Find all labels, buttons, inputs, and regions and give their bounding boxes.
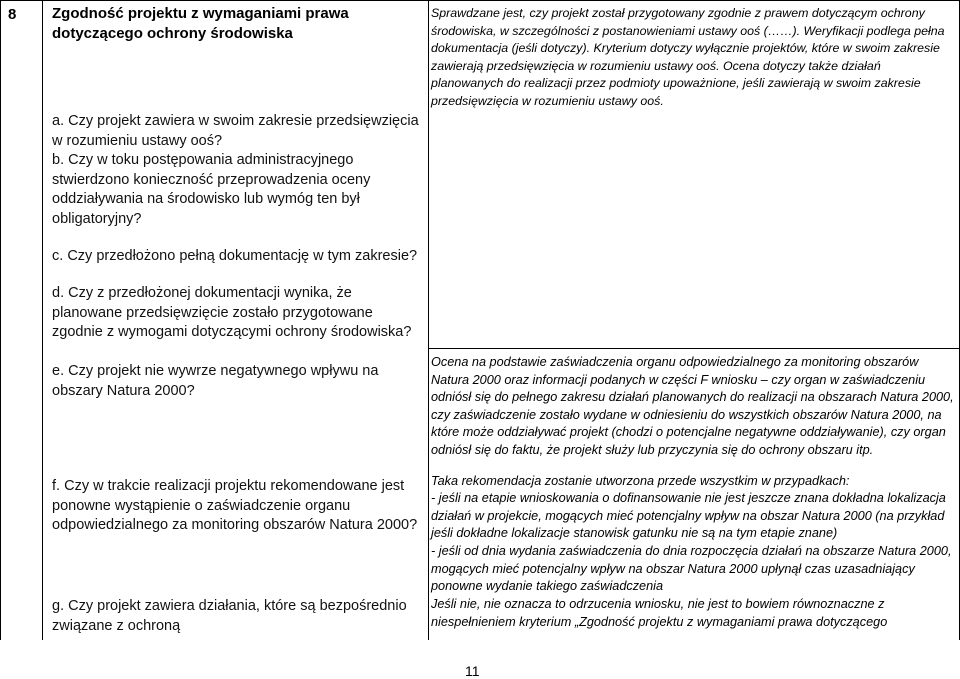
remark-general: Sprawdzane jest, czy projekt został przygotowany zgodnie z prawem dotyczącym ochrony środowiska, w szczególności z postanowieniami ustawy ooś (……). Weryfikacji podlega pełna dokumentacja (jeśli dotyczy). Kryterium dotyczy wyłącznie projektów, które w swoim zakresie zawierają przedsięwzięcia w rozumieniu ustawy ooś. Ocena dotyczy także działań planowanych do realizacji przez podmioty upoważnione, jeśli zawierają w swoim zakresie przedsięwzięcia w rozumieniu ustawy ooś. xyxy=(431,6,945,108)
question-label: f. xyxy=(52,478,61,494)
page-number: 11 xyxy=(465,663,480,679)
question-label: b. xyxy=(52,152,65,168)
question-label: g. xyxy=(52,598,65,614)
table-border-top xyxy=(0,0,960,1)
question-a xyxy=(52,112,422,151)
question-text: Czy z przedłożonej dokumentacji wynika, że planowane przedsięwzięcie zostało przygotowane zgodnie z wymogami dotyczącymi ochrony środowiska? xyxy=(52,285,412,340)
question-text: Czy w toku postępowania administracyjnego stwierdzono konieczność przeprowadzenia oceny oddziaływania na środowisko lub wymóg ten był obligatoryjny? xyxy=(52,152,371,227)
question-text: Czy projekt zawiera w swoim zakresie przedsięwzięcia w rozumieniu ustawy ooś? xyxy=(52,113,419,149)
question-g xyxy=(52,597,422,636)
section-number: 8 xyxy=(8,6,17,23)
question-text: Czy projekt nie wywrze negatywnego wpływu na obszary Natura 2000? xyxy=(52,363,379,399)
question-d xyxy=(52,284,422,343)
question-text: Czy przedłożono pełną dokumentację w tym zakresie? xyxy=(67,248,418,264)
section-title: Zgodność projektu z wymaganiami prawa dotyczącego ochrony środowiska xyxy=(52,5,349,42)
question-label: e. xyxy=(52,363,65,379)
question-c xyxy=(52,247,422,267)
question-text: Czy projekt zawiera działania, które są bezpośrednio związane z ochroną xyxy=(52,598,407,634)
question-f xyxy=(52,477,422,536)
row-divider-remarks xyxy=(428,348,960,349)
question-label: c. xyxy=(52,248,64,264)
question-label: a. xyxy=(52,113,65,129)
remark-recommendation-intro: Taka rekomendacja zostanie utworzona przede wszystkim w przypadkach: xyxy=(431,474,850,488)
question-text: Czy w trakcie realizacji projektu rekomendowane jest ponowne wystąpienie o zaświadczenie organu odpowiedzialnego za monitoring obszarów Natura 2000? xyxy=(52,478,418,533)
column-divider-remarks xyxy=(428,0,429,640)
question-b xyxy=(52,151,422,229)
remark-negative-answer: Jeśli nie, nie oznacza to odrzucenia wniosku, nie jest to bowiem równoznaczne z niespełnieniem kryterium „Zgodność projektu z wymaganiami prawa dotyczącego xyxy=(431,597,888,629)
column-divider-number xyxy=(42,0,43,640)
remark-recommendation-case-2: - jeśli od dnia wydania zaświadczenia do dnia rozpoczęcia działań na obszarze Natura 2000, mogących mieć potencjalny wpływ na obszar Natura 2000 upłynął czas uzasadniający ponowne wydanie takiego zaświadczenia xyxy=(431,544,952,593)
remark-natura-certificate: Ocena na podstawie zaświadczenia organu odpowiedzialnego za monitoring obszarów Natura 2000 oraz informacji podanych w części F wniosku – czy organ w zaświadczeniu odniósł się do pełnego zakresu działań planowanych do realizacji na obszarach Natura 2000, czy zaświadczenie zostało wydane w odniesieniu do wszystkich obszarów Natura 2000, na które może oddziaływać projekt (chodzi o potencjalne negatywne oddziaływanie), czy organ odniósł się do faktu, że projekt służy lub przyczynia się do ochrony obszaru itp. xyxy=(431,355,954,457)
remark-recommendation-case-1: - jeśli na etapie wnioskowania o dofinansowanie nie jest jeszcze znana dokładna lokalizacja działań w projekcie, mogących mieć potencjalny wpływ na obszar Natura 2000 (na przykład jeśli dokładne lokalizacje stanowisk gatunku nie są na tym etapie znane) xyxy=(431,491,946,540)
question-label: d. xyxy=(52,285,65,301)
question-e xyxy=(52,362,422,401)
table-border-left xyxy=(0,0,1,640)
